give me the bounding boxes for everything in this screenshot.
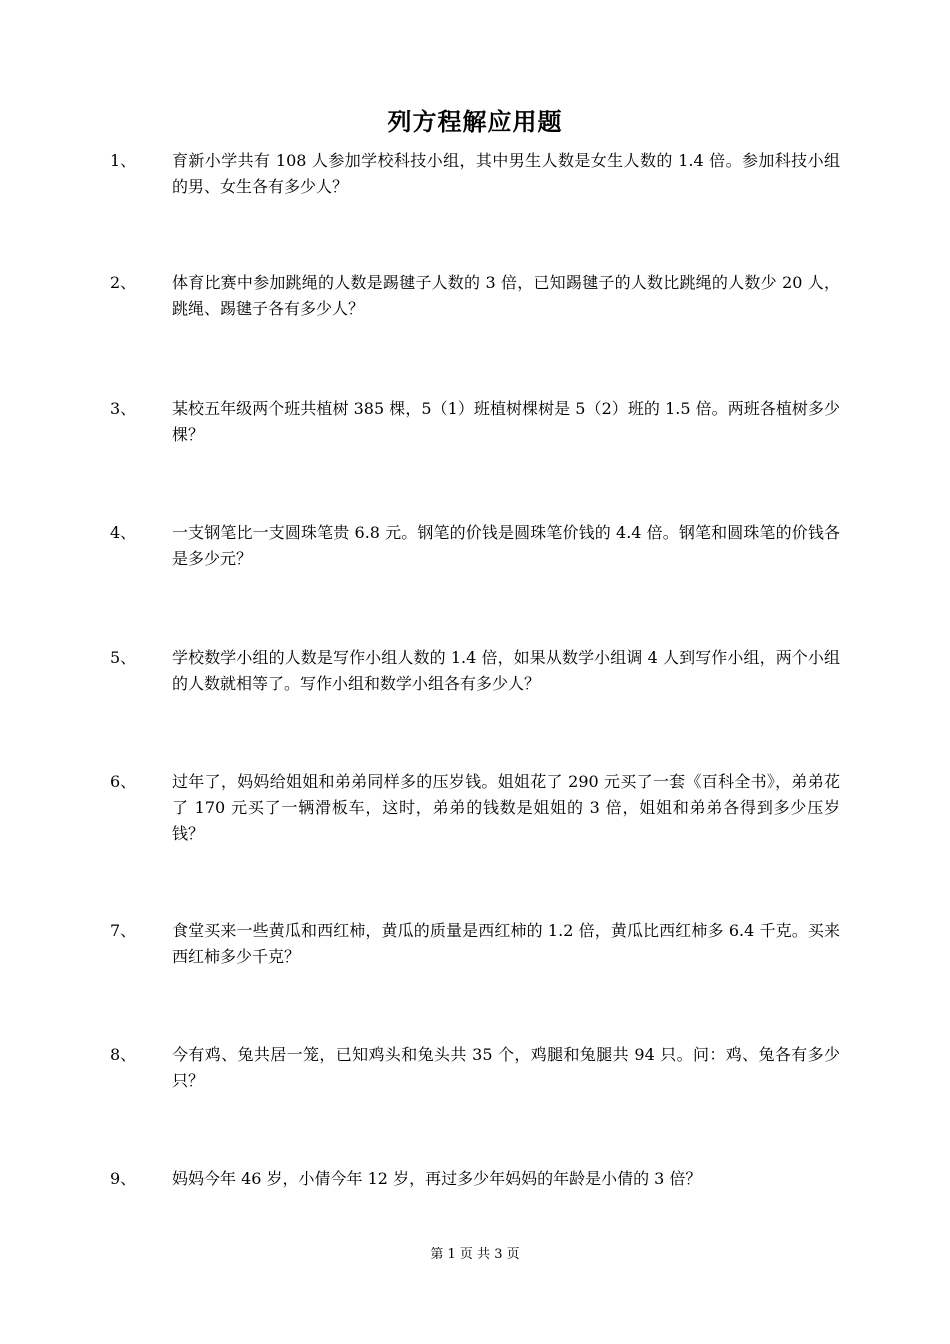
page-footer: 第 1 页 共 3 页 (430, 1247, 520, 1262)
problem-text: 一支钢笔比一支圆珠笔贵 6.8 元。钢笔的价钱是圆珠笔价钱的 4.4 倍。钢笔和圆珠笔的价钱各是多少元？ (172, 523, 840, 568)
problem-number: 1、 (110, 151, 137, 170)
problem-number: 9、 (110, 1169, 137, 1188)
problem-text: 食堂买来一些黄瓜和西红柿，黄瓜的质量是西红柿的 1.2 倍，黄瓜比西红柿多 6.4 千克。买来西红柿多少千克？ (172, 921, 840, 966)
problem-number: 4、 (110, 523, 137, 542)
problem-number: 5、 (110, 648, 137, 667)
problem-number: 7、 (110, 921, 137, 940)
page-title: 列方程解应用题 (387, 107, 563, 136)
problem-text: 某校五年级两个班共植树 385 棵，5（1）班植树棵树是 5（2）班的 1.5 倍。两班各植树多少棵？ (172, 399, 840, 444)
problem-text: 妈妈今年 46 岁，小倩今年 12 岁，再过多少年妈妈的年龄是小倩的 3 倍？ (172, 1169, 702, 1188)
problem-number: 6、 (110, 772, 137, 791)
problem-text: 过年了，妈妈给姐姐和弟弟同样多的压岁钱。姐姐花了 290 元买了一套《百科全书》，弟弟花了 170 元买了一辆滑板车，这时，弟弟的钱数是姐姐的 3 倍，姐姐和弟弟各得到多少压岁钱？ (172, 772, 840, 843)
problem-text: 今有鸡、兔共居一笼，已知鸡头和兔头共 35 个，鸡腿和兔腿共 94 只。问：鸡、兔各有多少只？ (172, 1045, 840, 1090)
problem-number: 3、 (110, 399, 137, 418)
problem-number: 8、 (110, 1045, 137, 1064)
problem-text: 体育比赛中参加跳绳的人数是踢毽子人数的 3 倍，已知踢毽子的人数比跳绳的人数少 20 人，跳绳、踢毽子各有多少人？ (172, 273, 840, 318)
problem-text: 学校数学小组的人数是写作小组人数的 1.4 倍，如果从数学小组调 4 人到写作小组，两个小组的人数就相等了。写作小组和数学小组各有多少人？ (172, 648, 840, 693)
problem-number: 2、 (110, 273, 137, 292)
problem-text: 育新小学共有 108 人参加学校科技小组，其中男生人数是女生人数的 1.4 倍。参加科技小组的男、女生各有多少人？ (172, 151, 840, 196)
